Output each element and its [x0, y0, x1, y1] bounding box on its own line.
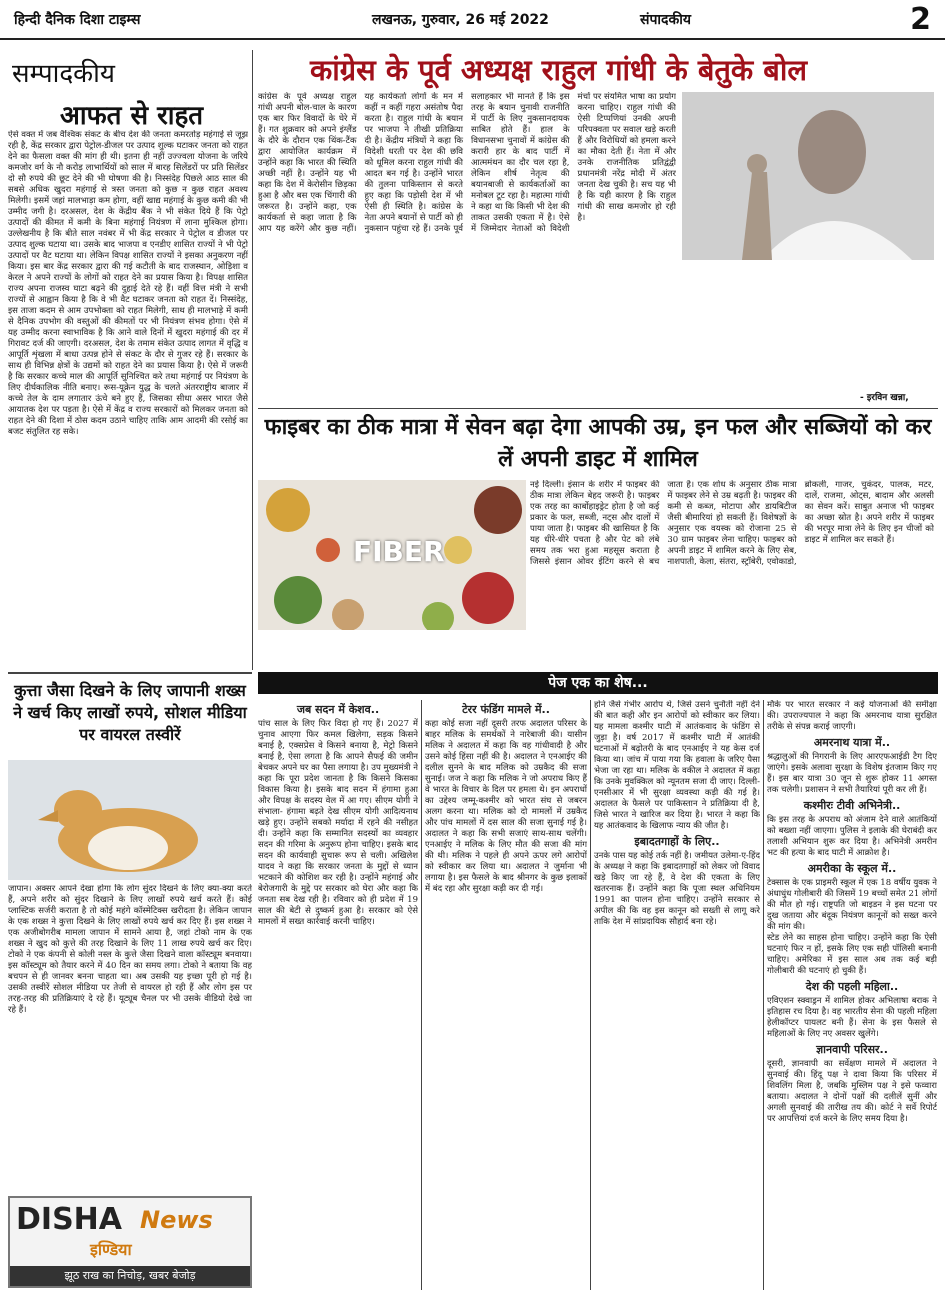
page-number: 2 — [910, 2, 931, 37]
continuation-col-2 — [425, 700, 587, 1290]
logo-tagline: झूठ राख का निचोड़, खबर बेजोड़ — [10, 1266, 250, 1286]
continuation-title: कश्मीरः टीवी अभिनेत्री.. — [803, 799, 901, 812]
fiber-headline: फाइबर का ठीक मात्रा में सेवन बढ़ा देगा आपकी उम्र, इन फल और सब्जियों को कर लें अपनी डाइट में शामिल — [264, 415, 932, 472]
lead-body-continued — [682, 264, 934, 398]
column-rule — [590, 700, 591, 1290]
fiber-photo — [258, 480, 526, 630]
dog-photo — [8, 760, 252, 880]
continuation-col-4 — [767, 700, 937, 1290]
continuation-col-3 — [594, 700, 760, 1290]
fiber-image-label: FIBER — [353, 535, 445, 568]
continuation-body: पांच साल के लिए फिर विदा हो गए हैं। 2027 में चुनाव आएगा फिर कमल खिलेगा, सड़क किसने बनाई है, एक्सप्रेस वे किसने बनाया है, मेट्रो किसने बनाई है, ऐसा लगता है कि आपने सैफई की जमीन बेचकर अपने घर का पैसा लगाया है। उप मुख्यमंत्री ने कहा कि पूरा प्रदेश जानता है कि किसने किसका विकास किया है। इसके बाद सदन में हंगामा हुआ और विपक्ष के सदस्य वेल में आ गए। सीएम योगी ने संभाला- हंगामा बढ़ते देख सीएम योगी आदित्यनाथ खड़े हुए। उन्होंने सबको मर्यादा में रहने की नसीहत दी। उन्होंने कहा कि सम्मानित सदस्यों का व्यवहार सदन की गरिमा के अनुरूप होना चाहिए। इसके बाद सदन की कार्यवाही सुचारू रूप से चली। अखिलेश यादव ने कहा कि सरकार जनता के मुद्दों से ध्यान भटकाने की कोशिश कर रही है। उन्होंने महंगाई और बेरोजगारी के मुद्दे पर सरकार को घेरा और कहा कि जनता सब देख रही है। रविवार को ही प्रदेश में 19 साल की बेटी से दुष्कर्म हुआ है। सरकार को ऐसे मामलों में सख्त कार्रवाई करनी चाहिए। — [258, 719, 418, 927]
column-rule — [763, 700, 764, 1290]
dog-top-rule — [8, 672, 252, 674]
continuation-body: टेक्सास के एक प्राइमरी स्कूल में एक 18 वर्षीय युवक ने अंधाधुंध गोलीबारी की जिसमें 19 बच्चों समेत 21 लोगों की मौत हो गई। राष्ट्रपति जो बाइडन ने इस घटना पर दुख जताया और बंदूक नियंत्रण कानूनों को सख्त करने की मांग की। — [767, 878, 937, 932]
logo-word-news: News — [140, 1206, 213, 1234]
continuation-body: श्रद्धालुओं की निगरानी के लिए आरएफआईडी टैग दिए जाएंगे। इसके अलावा सुरक्षा के विशेष इंतजाम किए गए हैं। इस बार यात्रा 30 जून से शुरू होकर 11 अगस्त तक चलेगी। प्रशासन ने सभी तैयारियां पूरी कर ली हैं। — [767, 752, 937, 795]
masthead — [0, 0, 945, 40]
dog-headline: कुत्ता जैसा दिखने के लिए जापानी शख्स ने खर्च किए लाखों रुपये, सोशल मीडिया पर वायरल तस्वीरें — [13, 681, 247, 744]
continuation-body: उनके पास यह कोई तर्क नहीं है। जमीयत उलेमा-ए-हिंद के अध्यक्ष ने कहा कि इबादतगाहों को लेकर जो विवाद खड़े किए जा रहे हैं, वे देश की एकता के लिए खतरनाक हैं। उन्होंने कहा कि पूजा स्थल अधिनियम 1991 का पालन होना चाहिए। उन्होंने सरकार से अपील की कि वह इस कानून को सख्ती से लागू करे ताकि देश में सांप्रदायिक सौहार्द बना रहे। — [594, 851, 760, 927]
column-rule — [252, 50, 253, 670]
continuation-title: इबादतगाहों के लिए.. — [634, 835, 720, 848]
editorial-label: सम्पादकीय — [12, 59, 115, 89]
continuation-body: मौके पर भारत सरकार ने कई योजनाओं की समीक्षा की। उपराज्यपाल ने कहा कि अमरनाथ यात्रा सुरक्षित तरीके से संपन्न कराई जाएगी। — [767, 700, 937, 732]
continuation-col-1 — [258, 700, 418, 1290]
continuation-title: देश की पहली महिला.. — [805, 980, 899, 993]
logo-word-disha: DISHA — [16, 1202, 122, 1237]
editorial-body: ऐसे वक्त में जब वैश्विक संकट के बीच देश की जनता कमरतोड़ महंगाई से जूझ रही है, केंद्र सरकार द्वारा पेट्रोल-डीजल पर उत्पाद शुल्क घटाकर जनता को राहत देने का फैसला वक्त की मांग ही थी। इतना ही नहीं उज्ज्वला योजना के जरिये कमजोर वर्ग के नौ करोड़ लाभार्थियों को साल में बारह सिलेंडरों पर प्रति सिलेंडर दो सौ रुपये की छूट देने की भी घोषणा की है। निस्संदेह पिछले आठ साल की सबसे अधिक खुदरा महंगाई से त्रस्त जनता को कुछ न कुछ राहत अवश्य मिलेगी। इसमें जहां मालभाड़ा कम होगा, वहीं खाद्य महंगाई के कुछ कमी की भी उम्मीद जगी है। दरअसल, देश के केंद्रीय बैंक ने भी संकेत दिये हैं कि पेट्रो उत्पादों की कीमत में कमी के बिना महंगाई नियंत्रण में लाना मुश्किल होगा। उल्लेखनीय है कि बीते साल नवंबर में भी केंद्र सरकार ने पेट्रोल व डीजल पर उत्पाद शुल्क घटाया था। उसके बाद भाजपा व एनडीए शासित राज्यों ने भी पेट्रो उत्पादों पर वैट घटाया था। लेकिन विपक्ष शासित राज्यों ने इसका अनुकरण नहीं किया। इस बार केंद्र सरकार द्वारा की गई कटौती के बाद राजस्थान, ओड़िशा व केरल ने अपने राज्यों के लोगों को राहत देने का प्रयास किया है। विपक्ष शासित राज्य अपना राजस्व घाटा बढ़ने की दुहाई देते रहे हैं। वहीं वित्त मंत्री ने सभी राज्यों से आह्वान किया है कि वे भी वैट घटाकर जनता को राहत दें। निस्संदेह, इस ताजा कदम से आम उपभोक्ता को राहत मिलेगी, साथ ही मालभाड़े में कमी से दैनिक उपभोग की वस्तुओं की कीमतों पर भी नियंत्रण संभव होगा। ऐसे में यह उम्मीद करना स्वाभाविक है कि आने वाले दिनों में खुदरा महंगाई की दर में गिरावट दर्ज की जाएगी। दरअसल, देश के तमाम संकेत उत्पाद लागत में वृद्धि व आपूर्ति शृंखला में बाधा उत्पन्न होने से संकट के दौर से गुजर रहे हैं। सरकार के साथ ही विभिन्न क्षेत्रों के उद्यमों को राहत देने का प्रयास किया है। ऐसे में जरूरी है कि सरकार कच्चे माल की आपूर्ति सुनिश्चित करे तथा महंगाई पर नियंत्रण के लिए दीर्घकालिक नीति बनाए। रूस-यूक्रेन युद्ध के चलते अंतरराष्ट्रीय बाजार में कच्चे तेल के दाम लगातार ऊंचे बने हुए हैं, जिसका सीधा असर भारत जैसे आयातक देश पर पड़ता है। ऐसे में केंद्र व राज्य सरकारों को मिलकर जनता को राहत देने की दिशा में ठोस कदम उठाने चाहिए ताकि आम आदमी की रसोई का बजट संतुलित रह सके। — [8, 130, 248, 437]
continuation-title: टेरर फंडिंग मामले में.. — [462, 703, 550, 716]
continuation-title: ज्ञानवापी परिसर.. — [816, 1043, 888, 1056]
fiber-body-continued — [258, 634, 528, 672]
continuation-body: एविएशन स्क्वाड्रन में शामिल होकर अभिलाषा बराक ने इतिहास रच दिया है। वह भारतीय सेना की पहली महिला हेलीकॉप्टर पायलट बनी हैं। सेना के इस फैसले से महिलाओं के लिए नए अवसर खुलेंगे। — [767, 996, 937, 1039]
fiber-body: नई दिल्ली। इंसान के शरीर में फाइबर की ठीक मात्रा लेकिन बेहद जरूरी है। फाइबर एक तरह का कार्बोहाइड्रेट होता है जो कई प्रकार के फल, सब्जी, नट्स और दालों में पाया जाता है। फाइबर की खासियत है कि यह धीरे-धीरे पचता है और पेट को लंबे समय तक भरा हुआ महसूस कराता है जिससे इंसान ओवर ईटिंग करने से बच जाता है। एक शोध के अनुसार ठीक मात्रा में फाइबर लेने से उम्र बढ़ती है। फाइबर की कमी से कब्ज, मोटापा और डायबिटीज जैसी बीमारियां हो सकती हैं। विशेषज्ञों के अनुसार एक वयस्क को रोजाना 25 से 30 ग्राम फाइबर लेना चाहिए। फाइबर को अपनी डाइट में शामिल करने के लिए सेब, नाशपाती, केला, संतरा, स्ट्रॉबेरी, एवोकाडो, ब्रोकली, गाजर, चुकंदर, पालक, मटर, दालें, राजमा, ओट्स, बादाम और अलसी का सेवन करें। साबुत अनाज भी फाइबर का अच्छा स्रोत है। अपने शरीर में फाइबर की भरपूर मात्रा लेने के लिए इन चीजों को डाइट में शामिल कर सकते हैं। — [530, 480, 934, 567]
continuation-band — [258, 672, 938, 694]
lead-body: कांग्रेस के पूर्व अध्यक्ष राहुल गांधी अपनी बोल-चाल के कारण एक बार फिर विवादों के घेरे में हैं। गत शुक्रवार को अपने इंग्लैंड के दौरे के दौरान एक थिंक-टैंक द्वारा आयोजित कार्यक्रम में उन्होंने कहा कि भारत की स्थिति अच्छी नहीं है। उन्होंने यह भी कहा कि देश में केरोसीन छिड़का हुआ है और बस एक चिंगारी की जरूरत है। उन्होंने कहा, एक कार्यकर्ता से कहा जाता है कि आप यह करेंगे और कुछ नहीं। यह कार्यकर्ता लोगों के मन में कहीं न कहीं गहरा असंतोष पैदा करता है। राहुल गांधी के बयान पर भाजपा ने तीखी प्रतिक्रिया दी है। केंद्रीय मंत्रियों ने कहा कि विदेशी धरती पर देश की छवि को धूमिल करना राहुल गांधी की आदत बन गई है। उन्होंने भारत की तुलना पाकिस्तान से करते हुए कहा कि पड़ोसी देश में भी ऐसी ही स्थिति है। कांग्रेस के नेता अपने बयानों से पार्टी को ही नुकसान पहुंचा रहे हैं। उनके पूर्व सलाहकार भी मानते हैं कि इस तरह के बयान चुनावी राजनीति में पार्टी के लिए नुकसानदायक साबित होते हैं। हाल के विधानसभा चुनावों में कांग्रेस की करारी हार के बाद पार्टी में आत्ममंथन का दौर चल रहा है, लेकिन शीर्ष नेतृत्व की बयानबाजी से कार्यकर्ताओं का मनोबल टूट रहा है। महात्मा गांधी ने कहा था कि किसी भी देश की ताकत उसकी एकता में है। ऐसे में जिम्मेदार नेताओं को विदेशी मंचों पर संयमित भाषा का प्रयोग करना चाहिए। राहुल गांधी की ऐसी टिप्पणियां उनकी अपनी परिपक्वता पर सवाल खड़े करती हैं और विरोधियों को हमला करने का मौका देती हैं। नेता में और उनके राजनीतिक प्रतिद्वंद्वी प्रधानमंत्री नरेंद्र मोदी में अंतर जनता देख चुकी है। सच यह भी है कि यही कारण है कि राहुल गांधी की साख कमजोर हो रही है। — [258, 92, 676, 234]
continuation-body: स्टेड लेने का साहस होना चाहिए। उन्होंने कहा कि ऐसी घटनाएं फिर न हों, इसके लिए एक सही पॉलिसी बनानी चाहिए। अमेरिका में इस साल अब तक कई बड़ी गोलीबारी की घटनाएं हो चुकी हैं। — [767, 933, 937, 976]
rahul-gandhi-photo — [682, 92, 934, 260]
continuation-body: कि इस तरह के अपराध को अंजाम देने वाले आतंकियों को बख्शा नहीं जाएगा। पुलिस ने इलाके की घेराबंदी कर तलाशी अभियान शुरू कर दिया है। अभिनेत्री अमरीन भट की हत्या के बाद घाटी में आक्रोश है। — [767, 815, 937, 858]
continuation-title: जब सदन में केशव.. — [296, 703, 380, 716]
continuation-label: पेज एक का शेष... — [548, 675, 648, 691]
continuation-title: अमरनाथ यात्रा में.. — [813, 736, 891, 749]
section-label: संपादकीय — [640, 12, 691, 28]
continuation-title: अमरीका के स्कूल में.. — [807, 862, 897, 875]
continuation-body: होने जैसे गंभीर आरोप थे, जिसे उसने चुनौती नहीं देने की बात कही और इन आरोपों को स्वीकार कर लिया। यह मामला कश्मीर घाटी में आतंकवाद के फंडिंग से जुड़ा है। वर्ष 2017 में कश्मीर घाटी में आतंकी घटनाओं में बढ़ोतरी के बाद एनआईए ने यह केस दर्ज किया था। जांच में पाया गया कि हवाला के जरिए पैसा भेजा जा रहा था। मलिक के वकील ने अदालत में कहा कि उनके मुवक्किल को न्यूनतम सजा दी जाए। दिल्ली-एनसीआर में भी सुरक्षा व्यवस्था कड़ी की गई है। अदालत के फैसले पर पाकिस्तान ने प्रतिक्रिया दी है, जिसे भारत ने खारिज कर दिया है। भारत ने कहा कि यह आतंकवाद के खिलाफ न्याय की जीत है। — [594, 700, 760, 831]
section-rule — [258, 408, 938, 409]
lead-byline: - इरविन खन्ना, — [860, 393, 909, 403]
disha-news-logo — [8, 1196, 252, 1288]
logo-word-india: इण्डिया — [90, 1240, 132, 1259]
continuation-body: दूसरी, ज्ञानवापी का सर्वेक्षण मामले में अदालत ने सुनवाई की। हिंदू पक्ष ने दावा किया कि परिसर में शिवलिंग मिला है, जबकि मुस्लिम पक्ष ने इसे फव्वारा बताया। अदालत ने दोनों पक्षों की दलीलें सुनीं और अगली सुनवाई की तारीख तय की। कोर्ट ने सर्वे रिपोर्ट पर आपत्तियां दर्ज करने के लिए समय दिया है। — [767, 1059, 937, 1124]
continuation-body: कहा कोई सजा नहीं दूसरी तरफ अदालत परिसर के बाहर मलिक के समर्थकों ने नारेबाजी की। यासीन मलिक ने अदालत में कहा कि वह गांधीवादी है और उसने कोई हिंसा नहीं की है। अदालत ने एनआईए की दलील सुनने के बाद मलिक को उम्रकैद की सजा सुनाई। जज ने कहा कि मलिक ने जो अपराध किए हैं वे भारत के विचार के दिल पर हमला थे। इन अपराधों का उद्देश्य जम्मू-कश्मीर को भारत संघ से जबरन अलग करना था। मलिक को दो मामलों में उम्रकैद और पांच मामलों में दस साल की सजा सुनाई गई है। अदालत ने कहा कि सभी सजाएं साथ-साथ चलेंगी। एनआईए ने मलिक के लिए मौत की सजा की मांग की थी। मलिक ने पहले ही अपने ऊपर लगे आरोपों को स्वीकार कर लिया था। अदालत ने जुर्माना भी लगाया है। इस फैसले के बाद श्रीनगर के कुछ इलाकों में बंद रहा और सुरक्षा कड़ी कर दी गई। — [425, 719, 587, 894]
dog-body: जापान। अक्सर आपने देखा होगा कि लोग सुंदर दिखने के लिए क्या-क्या करते हैं, अपने शरीर को सुंदर दिखाने के लिए लाखों रुपये खर्च करते हैं। कोई प्लास्टिक सर्जरी कराता है तो कोई महंगे कॉस्मेटिक्स खरीदता है। लेकिन जापान के एक शख्स ने कुत्ता दिखने के लिए लाखों रुपये खर्च कर दिए हैं। इस शख्स ने एक अजीबोगरीब मामला जापान में सामने आया है, जहां टोको नाम के एक शख्स ने खुद को कुत्ते की तरह दिखाने के लिए 11 लाख रुपये खर्च कर दिए। टोको ने एक कंपनी से कोली नस्ल के कुत्ते जैसा दिखने वाला कॉस्ट्यूम बनवाया। इस कॉस्ट्यूम को तैयार करने में 40 दिन का समय लगा। टोको ने बताया कि वह बचपन से ही जानवर बनना चाहता था। अब उसकी यह इच्छा पूरी हो गई है। उसकी तस्वीरें सोशल मीडिया पर तेजी से वायरल हो रही हैं और लोग इस पर तरह-तरह की प्रतिक्रियाएं दे रहे हैं। यूट्यूब चैनल पर भी उसके वीडियो देखे जा रहे हैं। — [8, 884, 252, 1015]
editorial-title: आफत से राहत — [60, 101, 204, 131]
column-rule — [421, 700, 422, 1290]
paper-name: हिन्दी दैनिक दिशा टाइम्स — [14, 12, 141, 28]
date-line: लखनऊ, गुरुवार, 26 मई 2022 — [372, 12, 549, 28]
lead-headline: कांग्रेस के पूर्व अध्यक्ष राहुल गांधी के बेतुके बोल — [310, 53, 808, 87]
